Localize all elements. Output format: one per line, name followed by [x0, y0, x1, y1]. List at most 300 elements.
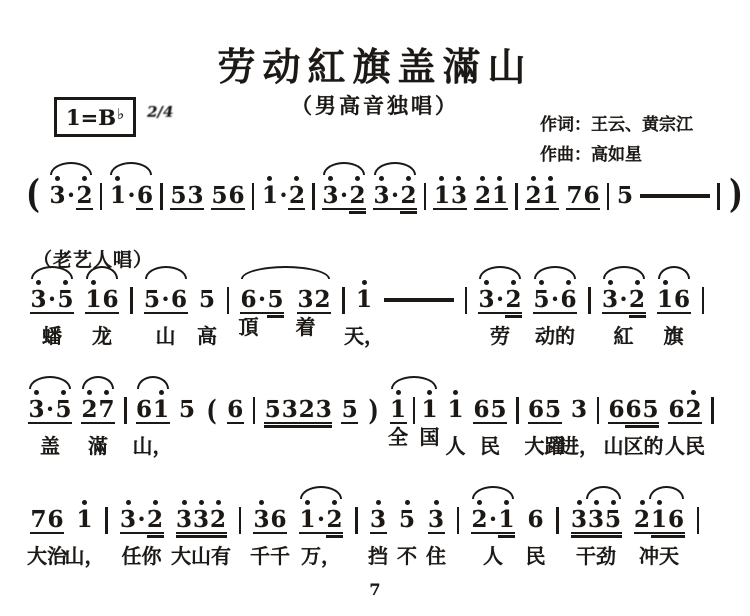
music-line-1	[30, 278, 704, 348]
note-digit: ·	[45, 396, 54, 423]
note-digit: 2	[146, 506, 163, 533]
note-digit: 1	[421, 396, 438, 423]
lyric-syllable: 紅	[613, 326, 634, 348]
note	[281, 388, 298, 424]
barline	[588, 287, 591, 314]
note-digit: ·	[257, 286, 266, 313]
lyric-syllable: 万，	[301, 546, 341, 568]
note	[605, 498, 622, 534]
barline	[515, 183, 518, 210]
note	[298, 388, 315, 424]
note-digit: 2	[685, 396, 702, 423]
note-digit: 2	[326, 506, 343, 533]
note-group	[633, 498, 685, 568]
note-group	[341, 388, 358, 424]
barline	[160, 183, 163, 210]
note-group	[261, 174, 305, 210]
octave-dot	[548, 176, 553, 181]
note	[264, 388, 281, 424]
note-digit: 6	[583, 182, 600, 209]
barline	[717, 183, 720, 210]
octave-dot	[376, 500, 381, 505]
note-digit: ·	[161, 286, 170, 313]
note	[608, 388, 625, 424]
note-digit: 3	[187, 182, 204, 209]
lyric-syllable: 高	[197, 326, 217, 348]
note-group	[250, 498, 290, 568]
note-group	[81, 388, 115, 458]
note	[49, 174, 66, 210]
note	[171, 278, 188, 314]
note-digit: 7	[98, 396, 115, 423]
note	[210, 498, 227, 534]
octave-dot	[104, 390, 109, 395]
note-digit: ·	[550, 286, 559, 313]
octave-dot	[259, 500, 264, 505]
lyric-syllable: 大山有	[171, 546, 231, 568]
octave-dot	[82, 176, 87, 181]
note-digit: 2	[474, 182, 491, 209]
note	[314, 278, 331, 314]
rhythm-dot	[137, 498, 147, 534]
note-digit: 6	[228, 182, 245, 209]
note-digit: 3	[369, 506, 386, 533]
note	[450, 174, 467, 210]
octave-dot	[635, 280, 640, 285]
lyric-syllable: 民	[480, 436, 500, 458]
note-group	[373, 174, 417, 210]
octave-dot	[115, 176, 120, 181]
note-group	[299, 498, 343, 568]
lyricist-credit: 作词：王云、黄宗江	[540, 115, 693, 134]
note-digit: 1	[491, 182, 508, 209]
note-digit: 3	[175, 506, 192, 533]
note-group	[474, 174, 508, 210]
note-digit: 1	[152, 396, 169, 423]
note-digit: 7	[566, 182, 583, 209]
lyric-syllable: 人	[445, 436, 466, 458]
time-signature: 2/4	[145, 103, 175, 121]
note-group	[132, 388, 173, 458]
rhythm-dot	[45, 388, 55, 424]
note-digit: 3	[570, 396, 587, 423]
parenthesis: )	[729, 171, 743, 216]
lyric-syllable: 龙	[92, 326, 112, 348]
note	[120, 498, 137, 534]
octave-dot	[82, 500, 87, 505]
barline	[105, 507, 108, 534]
note	[428, 498, 445, 534]
note-group	[559, 388, 599, 458]
note-group	[566, 174, 600, 210]
note-digit: 6	[170, 286, 187, 313]
lyric-syllable: 大躍	[524, 436, 565, 458]
note-group	[426, 498, 446, 568]
lyric-syllable: 盖	[40, 436, 60, 458]
octave-dot	[611, 500, 616, 505]
note-digit: 6	[527, 396, 544, 423]
lyric-syllable: 旗	[663, 326, 684, 348]
note	[388, 388, 408, 449]
barline	[239, 507, 242, 534]
note-digit: 3	[478, 286, 495, 313]
note	[571, 498, 588, 534]
octave-dot	[159, 390, 164, 395]
note-digit: 6	[527, 506, 544, 533]
octave-dot	[531, 176, 536, 181]
lyric-syllable: 大治	[27, 546, 67, 568]
octave-dot	[566, 280, 571, 285]
octave-dot	[439, 176, 444, 181]
octave-dot	[182, 500, 187, 505]
music-line-3	[27, 498, 699, 568]
note-group	[525, 498, 546, 568]
note-digit: 5	[198, 286, 215, 313]
lyric-syllable: 干劲	[576, 546, 616, 568]
octave-dot	[406, 176, 411, 181]
note-digit: 1	[498, 506, 515, 533]
note-digit: 5	[264, 396, 281, 423]
note	[447, 388, 464, 422]
note	[315, 388, 332, 424]
parenthesis: (	[206, 394, 217, 427]
rhythm-dot	[339, 174, 349, 210]
key-signature-box	[54, 97, 136, 137]
note-digit: 6	[136, 182, 153, 209]
page-number: 7	[369, 580, 381, 599]
lyric-syllable: 全	[388, 427, 408, 449]
octave-dot	[577, 500, 582, 505]
octave-dot	[663, 280, 668, 285]
note-digit: 6	[102, 286, 119, 313]
note-group	[238, 278, 331, 339]
note-digit: 5	[341, 396, 358, 423]
lyric-syllable: 天，	[344, 326, 384, 348]
octave-dot	[456, 176, 461, 181]
note-digit: 1	[433, 182, 450, 209]
note-group	[616, 174, 633, 208]
note-digit: 3	[601, 286, 618, 313]
rhythm-dot	[488, 498, 498, 534]
note	[193, 498, 210, 534]
note-digit: 5	[178, 396, 195, 423]
note	[47, 498, 64, 534]
lyric-syllable: 挡	[368, 546, 388, 568]
note	[471, 498, 488, 534]
note	[566, 174, 583, 210]
note	[373, 174, 390, 210]
octave-dot	[267, 176, 272, 181]
note	[685, 388, 702, 424]
composer-credit: 作曲：高如星	[540, 145, 642, 164]
note	[474, 174, 491, 210]
octave-dot	[305, 500, 310, 505]
note	[267, 278, 284, 314]
note	[147, 498, 164, 534]
note	[228, 174, 245, 210]
octave-dot	[36, 280, 41, 285]
rhythm-dot	[619, 278, 629, 314]
note-digit: 3	[253, 506, 270, 533]
note-digit: 6	[667, 506, 684, 533]
note-group	[264, 388, 332, 424]
note	[199, 278, 216, 312]
duration-dash	[640, 194, 710, 198]
note-digit: 1	[76, 506, 93, 533]
note-group	[368, 498, 388, 568]
note	[370, 498, 387, 534]
note	[176, 498, 193, 534]
lyric-syllable: 山	[155, 326, 176, 348]
note-digit: 3	[192, 506, 209, 533]
note	[349, 174, 366, 210]
barline	[252, 183, 255, 210]
key-signature: 1=B	[66, 105, 116, 130]
note	[211, 174, 228, 210]
octave-dot	[497, 176, 502, 181]
note	[602, 278, 619, 314]
note	[668, 388, 685, 424]
note-digit: 6	[625, 396, 642, 423]
note-digit: 2	[400, 182, 417, 209]
spacer	[284, 278, 297, 314]
lyric-syllable: 民	[525, 546, 546, 568]
note-group	[397, 498, 417, 568]
note-digit: 6	[608, 396, 625, 423]
note-digit: 2	[633, 506, 650, 533]
note-digit: ·	[495, 286, 504, 313]
barline	[607, 183, 610, 210]
note-digit: 1	[299, 506, 316, 533]
note-group	[64, 498, 105, 568]
note-digit: 1	[656, 286, 673, 313]
barline	[355, 507, 358, 534]
note	[527, 498, 544, 532]
lyric-syllable: 山，	[64, 546, 105, 568]
note-group	[119, 498, 164, 568]
note-group	[171, 498, 231, 568]
note-digit: 3	[30, 286, 47, 313]
note	[253, 498, 270, 534]
lyric-syllable: 冲天	[639, 546, 679, 568]
note	[102, 278, 119, 314]
note-digit: 1	[85, 286, 102, 313]
octave-dot	[328, 176, 333, 181]
note-group	[433, 174, 467, 210]
note-digit: 1	[355, 286, 372, 313]
note-group	[524, 388, 565, 458]
note-digit: 2	[628, 286, 645, 313]
octave-dot	[355, 176, 360, 181]
note	[525, 174, 542, 210]
octave-dot	[91, 280, 96, 285]
note-digit: 6	[673, 286, 690, 313]
lyric-syllable: 住	[426, 546, 446, 568]
note-digit: 5	[143, 286, 160, 313]
note-digit: ·	[316, 506, 325, 533]
note-digit: 3	[322, 182, 339, 209]
barline	[100, 183, 103, 210]
octave-dot	[453, 390, 458, 395]
lyric-syllable: 蟠	[42, 326, 62, 348]
note-group	[227, 388, 244, 424]
note-digit: 2	[298, 396, 315, 423]
note-digit: 5	[490, 396, 507, 423]
note-digit: 3	[315, 396, 332, 423]
vocal-section-label: （老艺人唱）	[33, 250, 154, 271]
octave-dot	[153, 500, 158, 505]
note	[55, 388, 72, 424]
lyric-syllable: 进，	[559, 436, 599, 458]
note	[170, 174, 187, 210]
note	[674, 278, 691, 314]
parenthesis: )	[368, 394, 379, 427]
note-digit: 6	[135, 396, 152, 423]
note	[144, 278, 161, 314]
note-digit: 2	[525, 182, 542, 209]
octave-dot	[294, 176, 299, 181]
rhythm-dot	[257, 278, 267, 314]
rhythm-dot	[66, 174, 76, 210]
barline	[465, 287, 468, 314]
note	[81, 388, 98, 424]
note	[545, 388, 562, 424]
note-group	[533, 278, 577, 348]
note	[491, 174, 508, 210]
barline	[130, 287, 133, 314]
note	[616, 174, 633, 208]
lyric-syllable: 山区的	[603, 436, 664, 458]
note	[651, 498, 668, 534]
note	[136, 174, 153, 210]
note	[326, 498, 343, 534]
octave-dot	[87, 390, 92, 395]
note-group	[388, 388, 440, 449]
note	[668, 498, 685, 534]
note	[583, 174, 600, 210]
rhythm-dot	[47, 278, 57, 314]
note-digit: 7	[30, 506, 47, 533]
barline	[711, 397, 714, 424]
note	[98, 388, 115, 424]
note	[288, 174, 305, 210]
note	[85, 278, 102, 314]
note	[657, 278, 674, 314]
note-digit: 1	[542, 182, 559, 209]
octave-dot	[480, 176, 485, 181]
note-digit: 2	[76, 182, 93, 209]
note-group	[445, 388, 466, 458]
note	[400, 174, 417, 210]
note	[136, 388, 153, 424]
octave-dot	[63, 280, 68, 285]
rhythm-dot	[550, 278, 560, 314]
note-digit: 6	[668, 396, 685, 423]
note-group	[179, 388, 196, 422]
note-group	[30, 278, 74, 348]
octave-dot	[332, 500, 337, 505]
note-digit: ·	[339, 182, 348, 209]
rhythm-dot	[495, 278, 505, 314]
note	[270, 498, 287, 534]
barline	[697, 507, 700, 534]
note-group	[85, 278, 119, 348]
octave-dot	[434, 500, 439, 505]
note	[28, 388, 45, 424]
note	[560, 278, 577, 314]
octave-dot	[362, 280, 367, 285]
note	[76, 498, 93, 532]
note	[642, 388, 659, 424]
note-digit: 5	[267, 286, 284, 313]
note-digit: 5	[57, 286, 74, 313]
note-digit: 3	[28, 396, 45, 423]
note	[634, 498, 651, 534]
note-digit: 5	[170, 182, 187, 209]
note-digit: 3	[587, 506, 604, 533]
octave-dot	[61, 390, 66, 395]
note	[76, 174, 93, 210]
note	[30, 278, 47, 314]
note-digit: ·	[66, 182, 75, 209]
octave-dot	[539, 280, 544, 285]
note-group	[478, 278, 522, 348]
octave-dot	[126, 500, 131, 505]
note	[109, 174, 126, 210]
note-digit: 5	[544, 396, 561, 423]
parenthesis: (	[26, 171, 40, 216]
note-digit: 5	[55, 396, 72, 423]
note-group	[170, 174, 204, 210]
note	[295, 278, 316, 339]
lyric-syllable: 人民	[665, 436, 705, 458]
rhythm-dot	[390, 174, 400, 210]
octave-dot	[379, 176, 384, 181]
music-line-intro	[24, 171, 745, 216]
note-group	[28, 388, 72, 458]
octave-dot	[691, 390, 696, 395]
note-digit: 6	[560, 286, 577, 313]
barline	[342, 287, 345, 314]
note-group	[656, 278, 691, 348]
note-digit: ·	[619, 286, 628, 313]
note-digit: 5	[533, 286, 550, 313]
octave-dot	[396, 390, 401, 395]
duration-dash	[384, 298, 454, 302]
note-digit: 1	[650, 506, 667, 533]
note-digit: 3	[570, 506, 587, 533]
note	[505, 278, 522, 314]
lyric-syllable: 劳	[490, 326, 510, 348]
note-digit: 1	[261, 182, 278, 209]
note-digit: ·	[390, 182, 399, 209]
rhythm-dot	[278, 174, 288, 210]
rhythm-dot	[126, 174, 136, 210]
note-digit: ·	[127, 182, 136, 209]
note-group	[525, 174, 559, 210]
note-group	[27, 498, 67, 568]
note-digit: 5	[642, 396, 659, 423]
music-line-2	[28, 388, 714, 458]
note	[30, 498, 47, 534]
note	[261, 174, 278, 210]
octave-dot	[477, 500, 482, 505]
note	[533, 278, 550, 314]
note	[542, 174, 559, 210]
octave-dot	[608, 280, 613, 285]
note	[322, 174, 339, 210]
rhythm-dot	[161, 278, 171, 314]
